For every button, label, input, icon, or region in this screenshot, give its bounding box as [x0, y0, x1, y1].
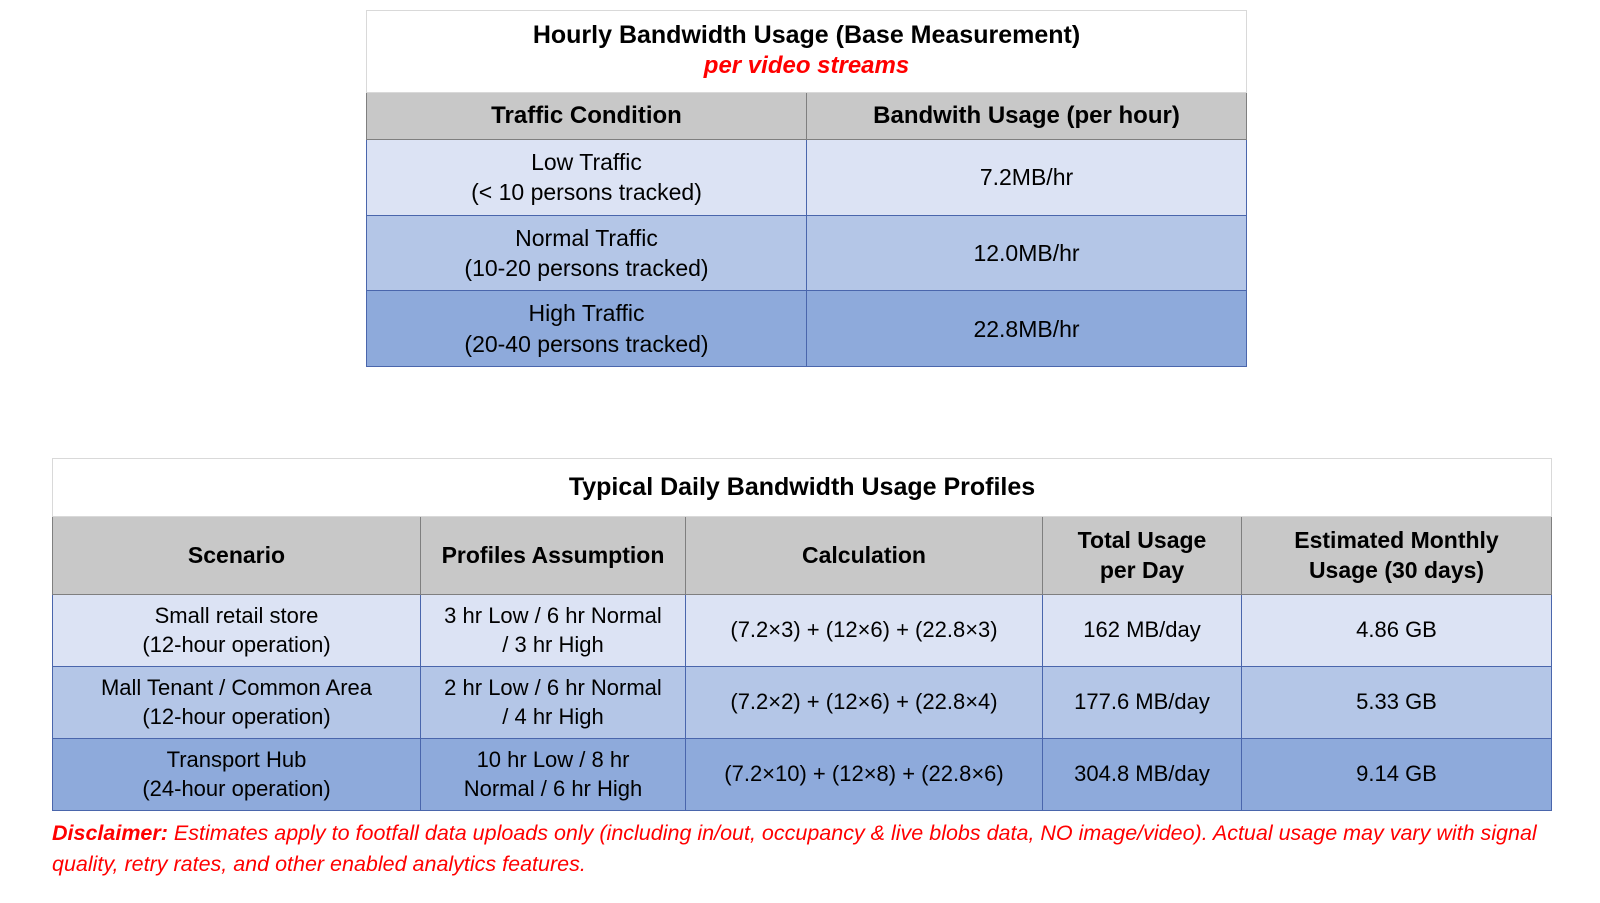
daily-usage-profiles-table — [52, 458, 1552, 811]
estimated-monthly-usage-cell: 9.14 GB — [1242, 738, 1552, 810]
table-one-header-row — [367, 93, 1247, 140]
disclaimer-label: Disclaimer: — [52, 821, 168, 845]
table-two-header-total-usage-per-day — [1043, 517, 1242, 595]
total-usage-per-day-cell: 304.8 MB/day — [1043, 738, 1242, 810]
traffic-condition-name: Normal Traffic — [515, 224, 658, 251]
table-row — [53, 738, 1552, 810]
bandwidth-usage-value: 22.8MB/hr — [807, 291, 1247, 367]
assumption-cell — [421, 738, 686, 810]
total-usage-line-2: per Day — [1099, 557, 1185, 584]
table-two-header-profiles-assumption: Profiles Assumption — [421, 517, 686, 595]
calculation-cell: (7.2×10) + (12×8) + (22.8×6) — [686, 738, 1043, 810]
bandwidth-usage-value: 12.0MB/hr — [807, 215, 1247, 291]
bandwidth-usage-value: 7.2MB/hr — [807, 140, 1247, 216]
traffic-condition-cell — [367, 291, 807, 367]
assumption-cell — [421, 594, 686, 666]
scenario-name: Small retail store — [154, 602, 319, 628]
assumption-line-2: / 4 hr High — [502, 704, 604, 730]
hourly-bandwidth-table — [366, 10, 1247, 367]
table-row — [367, 291, 1247, 367]
disclaimer — [52, 818, 1551, 879]
assumption-cell — [421, 666, 686, 738]
traffic-condition-cell — [367, 140, 807, 216]
table-two-header-scenario: Scenario — [53, 517, 421, 595]
table-one-title: Hourly Bandwidth Usage (Base Measurement) — [367, 11, 1247, 53]
monthly-usage-line-1: Estimated Monthly — [1294, 527, 1499, 553]
assumption-line-1: 2 hr Low / 6 hr Normal — [444, 674, 662, 700]
traffic-condition-cell — [367, 215, 807, 291]
assumption-line-1: 3 hr Low / 6 hr Normal — [444, 602, 662, 628]
traffic-condition-range: (10-20 persons tracked) — [464, 255, 709, 282]
calculation-cell: (7.2×2) + (12×6) + (22.8×4) — [686, 666, 1043, 738]
estimated-monthly-usage-cell: 4.86 GB — [1242, 594, 1552, 666]
scenario-name: Mall Tenant / Common Area — [100, 674, 373, 700]
disclaimer-text: Estimates apply to footfall data uploads only (including in/out, occupancy & live blobs data, NO image/video). Actual usage may vary with signal quality, retry rates, and other enabled analytics features. — [52, 821, 1537, 876]
table-row — [53, 666, 1552, 738]
table-one-header-traffic-condition: Traffic Condition — [367, 93, 807, 140]
traffic-condition-name: High Traffic — [528, 300, 645, 327]
table-two-header-estimated-monthly-usage — [1242, 517, 1552, 595]
assumption-line-2: Normal / 6 hr High — [463, 776, 643, 802]
estimated-monthly-usage-cell: 5.33 GB — [1242, 666, 1552, 738]
table-two-title-row — [53, 459, 1552, 517]
traffic-condition-range: (< 10 persons tracked) — [471, 179, 702, 206]
scenario-cell — [53, 738, 421, 810]
table-one-subtitle: per video streams — [367, 52, 1247, 93]
assumption-line-2: / 3 hr High — [502, 632, 604, 658]
total-usage-line-1: Total Usage — [1077, 527, 1207, 553]
scenario-cell — [53, 666, 421, 738]
table-one-subtitle-row — [367, 52, 1247, 93]
table-row — [53, 594, 1552, 666]
table-row — [367, 215, 1247, 291]
scenario-operation: (24-hour operation) — [142, 776, 331, 802]
traffic-condition-name: Low Traffic — [531, 149, 642, 175]
scenario-name: Transport Hub — [166, 746, 307, 772]
scenario-cell — [53, 594, 421, 666]
total-usage-per-day-cell: 177.6 MB/day — [1043, 666, 1242, 738]
scenario-operation: (12-hour operation) — [142, 632, 331, 658]
table-two-header-calculation: Calculation — [686, 517, 1043, 595]
table-one-title-row — [367, 11, 1247, 53]
assumption-line-1: 10 hr Low / 8 hr — [476, 746, 630, 772]
total-usage-per-day-cell: 162 MB/day — [1043, 594, 1242, 666]
traffic-condition-range: (20-40 persons tracked) — [464, 330, 709, 357]
table-row — [367, 140, 1247, 216]
scenario-operation: (12-hour operation) — [142, 704, 331, 730]
calculation-cell: (7.2×3) + (12×6) + (22.8×3) — [686, 594, 1043, 666]
table-two-title: Typical Daily Bandwidth Usage Profiles — [53, 459, 1552, 517]
monthly-usage-line-2: Usage (30 days) — [1308, 557, 1485, 584]
table-one-header-bandwidth-usage: Bandwith Usage (per hour) — [807, 93, 1247, 140]
table-two-header-row — [53, 517, 1552, 595]
